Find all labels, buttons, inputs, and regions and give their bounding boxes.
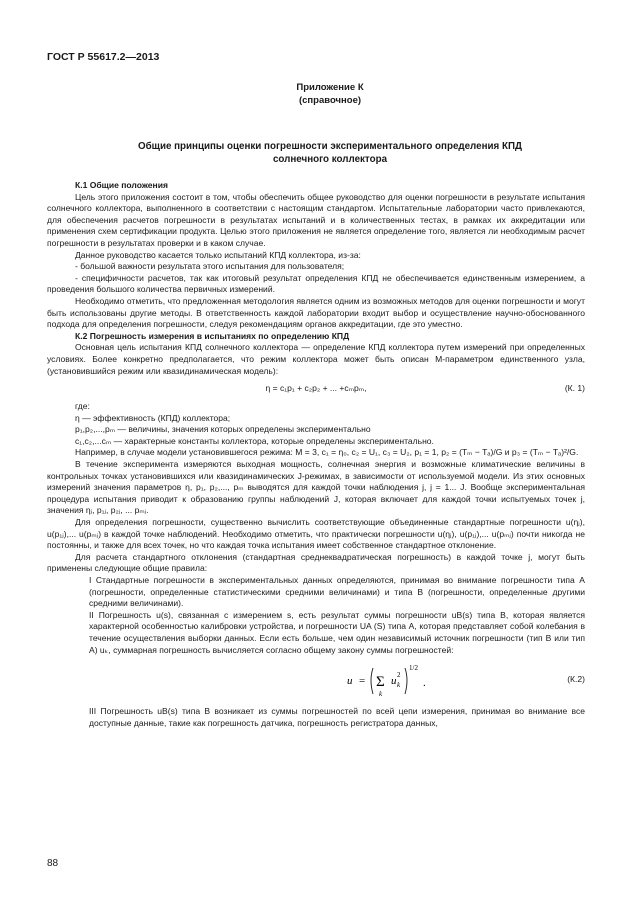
paragraph: В течение эксперимента измеряются выходная мощность, солнечная энергия и возможные климатические величины в контрольных точках установившихся или квазидинамических J-режимах, в зависимости от используемой модели. Из этих основных измерений значения параметров η, p₁, p₂,..., pₘ выводятся для каждой точки наблюдения j, j = 1... J. Вообще экспериментальная процедура испытания приводит к образованию группы наблюдений J, которая включает для каждой точки испытуемых точек j, значения ηⱼ, p₁ⱼ, p₂ⱼ, ... pₘⱼ. <box>47 459 585 516</box>
section-heading-k2: К.2 Погрешность измерения в испытаниях по определению КПД <box>75 330 350 341</box>
standard-header: ГОСТ Р 55617.2—2013 <box>47 51 160 63</box>
paragraph: Цель этого приложения состоит в том, чтобы обеспечить общее руководство для оценки погрешности в результате испытания солнечного коллектора, выполненного в соответствии с настоящим стандартом. Испытательные лаборатории часто привлекаются, для обеспечения расчетов погрешности в результатах испытаний и в количественных тестах, в рамках их аккредитации или применения схем сертификации продукта. Целью этого приложения не является определение того, является ли необходимым расчет погрешности в результатах проверки и в каком случае. <box>47 191 585 248</box>
paragraph: Для расчета стандартного отклонения (стандартная среднеквадратическая погрешность) в каждой точке j, могут быть применены следующие общие правила: <box>47 551 585 574</box>
definition-item: η — эффективность (КПД) коллектора; <box>75 412 231 423</box>
title-line-1: Общие принципы оценки погрешности экспериментального определения КПД <box>138 141 522 152</box>
document-body <box>47 180 585 729</box>
rule-item: I Стандартные погрешности в экспериментальных данных определяются, принимая во внимание погрешности типа А (погрешности, определенные статистическими средними величинами) и типа В (погрешности, определенные другими средними величинами). <box>89 575 585 609</box>
eq2-exponent: 1/2 <box>409 664 418 673</box>
eq2-u: u <box>347 675 353 688</box>
rule-item: III Погрешность uB(s) типа В возникает из суммы погрешностей по всей цепи измерения, принимая во внимание все доступные данные, такие как погрешность датчика, погрешность регистратора данных, <box>89 706 585 728</box>
rules-list <box>47 575 585 656</box>
equation-formula: η = c₁p₁ + c₂p₂ + ... +cₘpₘ, <box>265 383 367 394</box>
paragraph: Данное руководство касается только испытаний КПД коллектора, из-за: <box>75 249 361 260</box>
paragraph: Необходимо отметить, что предложенная методология является одним из возможных методов для оценки погрешности и могут быть использованы другие методы. В ответственность каждой лаборатории входит выбор и осуществление научно-обоснованного подхода для определения погрешности, следуя рекомендациям органов аккредитации, где это уместно. <box>47 295 585 330</box>
eq2-term-sup: 2 <box>397 671 401 680</box>
eq2-equals: = <box>359 675 366 688</box>
equation-k1 <box>47 377 585 401</box>
list-item: - большой важности результата этого испытания для пользователя; <box>75 261 345 272</box>
equation-k2-formula <box>347 660 467 700</box>
left-paren <box>371 668 373 694</box>
annex-title <box>0 140 630 166</box>
eq2-dot: . <box>423 677 426 690</box>
paragraph: Для определения погрешности, существенно вычислить соответствующие объединенные стандартные погрешности u(ηⱼ), u(p₁ⱼ),... u(pₘⱼ) в каждой точке наблюдений. Необходимо отметить, что практически погрешности u(ηⱼ), u(p₁ⱼ),... u(pₘⱼ) почти никогда не постоянны, и также для всех точек, но что каждая точка испытания имеет собственное стандартное отклонение. <box>47 517 585 551</box>
eq2-term: u <box>391 675 397 688</box>
section-heading-k1: К.1 Общие положения <box>75 180 168 190</box>
definition-item: p₁,p₂,...,pₘ — величины, значения которых определены экспериментально <box>75 424 371 435</box>
title-line-2: солнечного коллектора <box>272 154 388 165</box>
page-number: 88 <box>47 858 59 869</box>
where-label: где: <box>75 401 90 412</box>
annex-heading <box>0 81 630 107</box>
eq2-sum-sign: Σ <box>376 674 385 691</box>
rules-list-cont <box>47 706 585 729</box>
definition-item: c₁,c₂,...cₘ — характерные константы коллектора, которые определены экспериментально. <box>75 435 434 446</box>
right-paren <box>405 668 407 694</box>
paragraph: Например, в случае модели установившегося режима: M = 3, c₁ = η₀, c₂ = U₁, c₃ = U₂, p₁ = 1, p₂ = (Tₘ − Tₐ)/G и p₃ = (Tₘ − Tₐ)²/G. <box>75 447 579 458</box>
eq2-term-sub: k <box>397 681 401 690</box>
rule-item: II Погрешность u(s), связанная с измерением s, есть результат суммы погрешности uB(s) типа В, которая является характерной особенностью калибровки устройства, и погрешности UA (S) типа А, которая представляет собой колебания в течение осуществления выборки данных. Если есть больше, чем один независимый источник погрешности (тип В или тип А) uₖ, суммарная погрешность вычисляется согласно общему закону суммы погрешностей: <box>89 609 585 655</box>
equation-number: (К. 1) <box>564 383 585 394</box>
list-item: - специфичности расчетов, так как итоговый результат определения КПД не обеспечивается единственным измерением, а проведения большого количества первичных измерений. <box>47 272 585 295</box>
annex-type: (справочное) <box>298 95 362 106</box>
equation-number: (К.2) <box>567 674 585 685</box>
annex-label: Приложение К <box>296 82 364 93</box>
paragraph: Основная цель испытания КПД солнечного коллектора — определение КПД коллектора путем измерений при определенных условиях. Более конкретно предполагается, что режим коллектора может быть описан М-параметром единственного узла, (установившийся режим или квазидинамическая модель): <box>47 342 585 376</box>
equation-k2 <box>47 660 585 700</box>
eq2-sum-index: k <box>379 690 383 699</box>
